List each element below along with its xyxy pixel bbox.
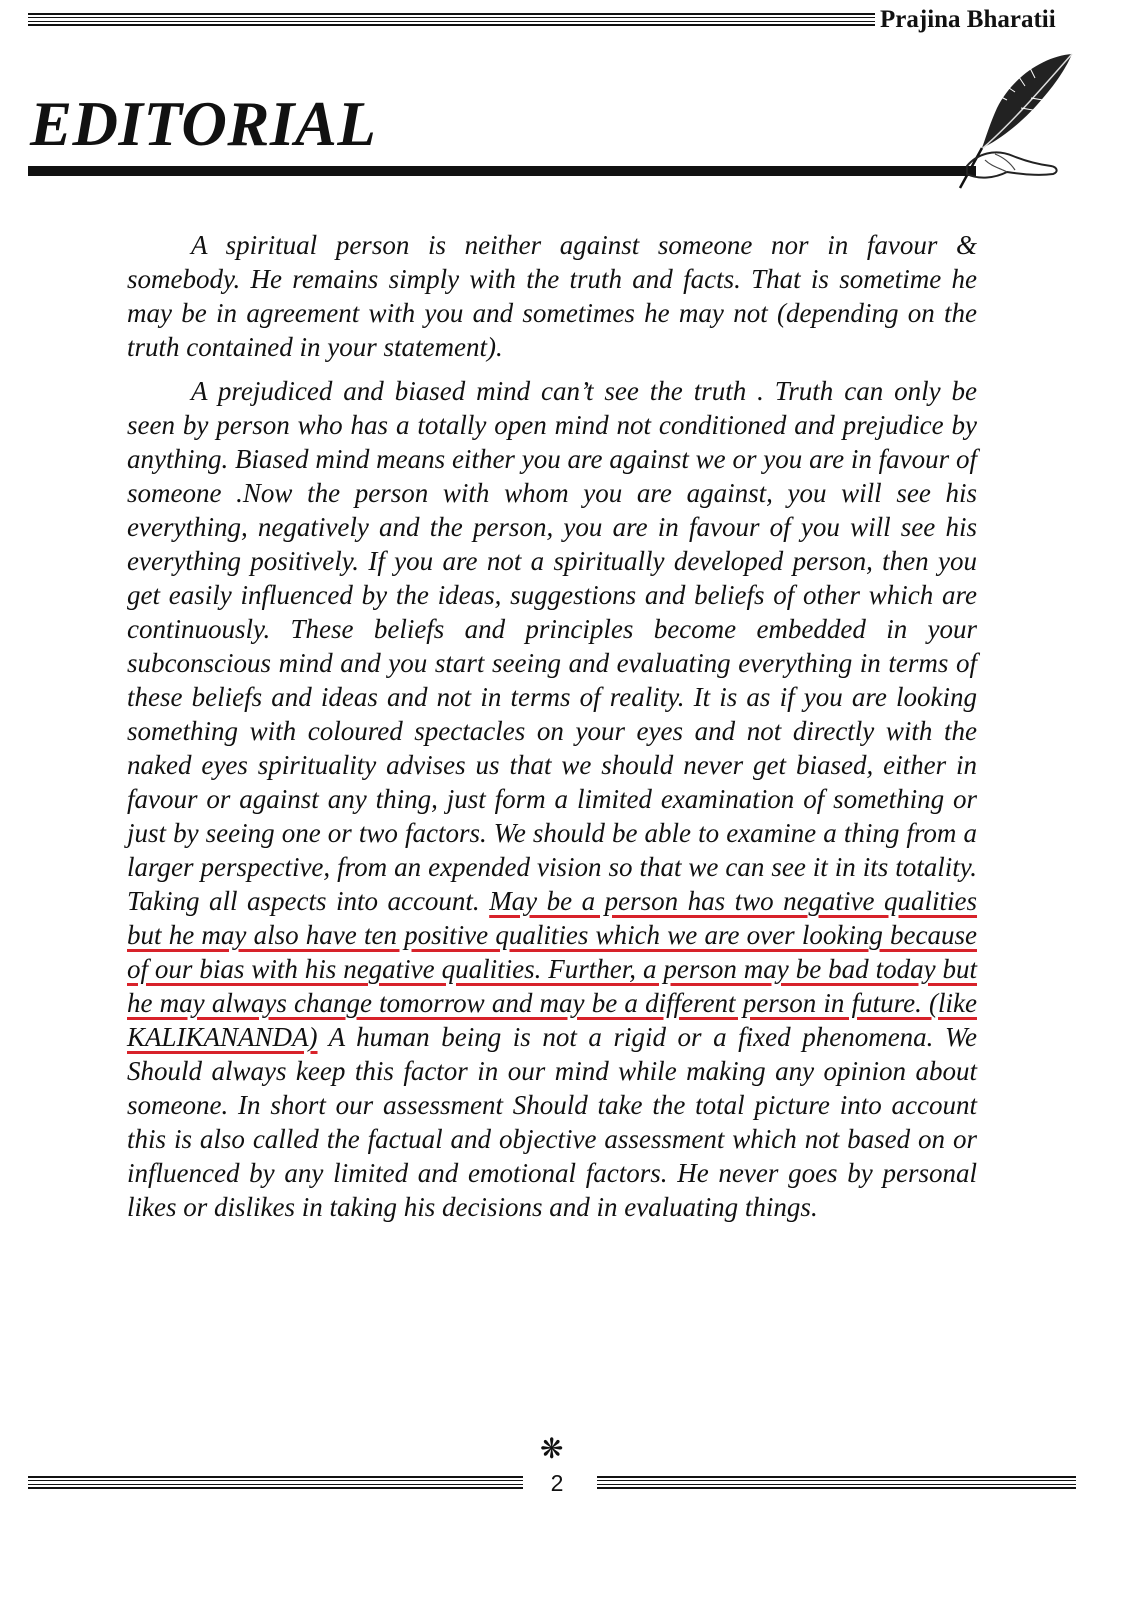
paragraph-2-continuation: A human being is not a rigid or a fixed phenomena. We Should always keep this factor in our mind while making any opinion about someone. In short our assessment Should take the total picture into account this is also called the factual and objective assessment which not based on or influenced by any limited and emotional factors. He never goes by personal likes or dislikes in taking his decisions and in evaluating things. <box>127 1022 977 1222</box>
heading-underline <box>28 166 976 176</box>
header-rules <box>28 13 875 28</box>
paragraph-1: A spiritual person is neither against someone nor in favour & somebody. He remains simply with the truth and facts. That is sometime he may be in agreement with you and sometimes he may not (depending on the truth contained in your statement). <box>127 230 977 362</box>
page-heading: EDITORIAL <box>30 89 377 159</box>
editorial-body <box>127 228 977 1234</box>
asterisk-ornament-icon: ❋ <box>540 1432 564 1465</box>
page-number: 2 <box>550 1470 564 1496</box>
paragraph-2 <box>127 374 977 1224</box>
footer-rules-left <box>28 1476 523 1491</box>
footer-rules-right <box>597 1476 1076 1491</box>
journal-title: Prajina Bharatii <box>880 6 1056 33</box>
quill-pen-icon <box>955 48 1080 193</box>
highlighted-passage: May be a person has two negative qualities but he may also have ten positive qualities which we are over looking because of our bias with his negative qualities. Further, a person may be bad today but he may always change tomorrow and may be a different person in future. (like KALIKANANDA) <box>127 886 978 1052</box>
paragraph-2-text: A prejudiced and biased mind can’t see the truth . Truth can only be seen by person who has a totally open mind not conditioned and prejudice by anything. Biased mind means either you are against we or you are in favour of someone .Now the person with whom you are against, you will see his everything, negatively and the person, you are in favour of you will see his everything positively. If you are not a spiritually developed person, then you get easily influenced by the ideas, suggestions and beliefs of other which are continuously. These beliefs and principles become embedded in your subconscious mind and you start seeing and evaluating everything in terms of these beliefs and ideas and not in terms of reality. It is as if you are looking something with coloured spectacles on your eyes and not directly with the naked eyes spirituality advises us that we should never get biased, either in favour or against any thing, just form a limited examination of something or just by seeing one or two factors. We should be able to examine a thing from a larger perspective, from an expended vision so that we can see it in its totality. Taking all aspects into account. <box>127 376 977 916</box>
